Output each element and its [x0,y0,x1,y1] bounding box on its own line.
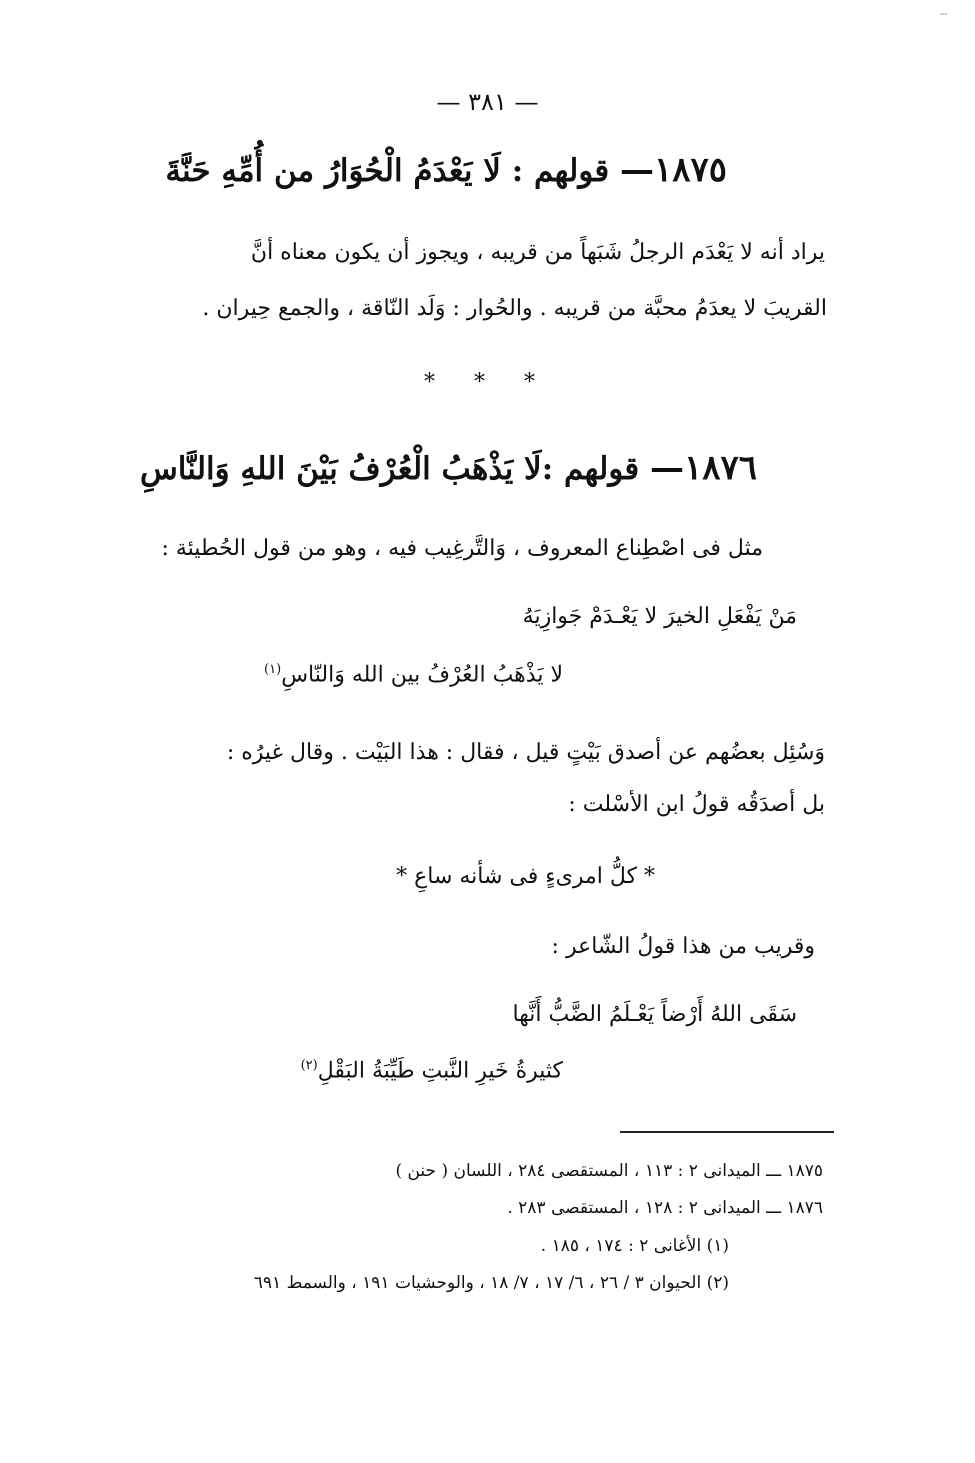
verse-2-first-hemistich: سَقَى اللهُ أَرْضاً يَعْـلَمُ الضَّبُّ أَنَّها [512,1002,797,1027]
entry-1876-heading [140,448,757,488]
entry-1875-title: قولهم : لَا يَعْدَمُ الْحُوَارُ من أُمِّهِ حَنَّةَ [165,153,610,189]
entry-1876-title: قولهم :لَا يَذْهَبُ الْعُرْفُ بَيْنَ اللهِ وَالنَّاسِ [139,451,640,487]
entry-1876-number: ١٨٧٦— [649,448,757,488]
corner-mark: ᵃᵃᵃ [939,12,947,19]
verse-1-second-text: لا يَذْهَبُ العُرْفُ بين الله وَالنّاسِ [281,662,563,688]
footnote-1875: ١٨٧٥ ـــ الميدانى ٢ : ١١٣ ، المستقصى ٢٨٤ ، اللسان ( حنن ) [395,1161,823,1181]
page-number: — ٣٨١ — [436,88,539,116]
entry-1876-para-line-1: وَسُئِل بعضُهم عن أصدق بَيْتٍ قيل ، فقال : هذا البَيْت . وقال غيرُه : [226,740,825,765]
hemistich-quote: * كلُّ امرىءٍ فى شأنه ساعِ * [396,864,655,889]
entry-1876-intro: مثل فى اصْطِناع المعروف ، وَالتَّرغِيب فيه ، وهو من قول الحُطيئة : [161,536,763,561]
verse-2-second-text: كثيرةُ خَيرِ النَّبتِ طَيِّبَةُ البَقْلِ [317,1058,563,1084]
verse-1-first-hemistich: مَنْ يَفْعَلِ الخيرَ لا يَعْـدَمْ جَوازِيَهُ [522,604,797,629]
entry-1876-para-line-2: بل أصدَقُه قولُ ابن الأسْلت : [568,792,825,817]
section-separator: * * * [424,370,551,395]
verse-1-second-hemistich [264,662,563,687]
entry-1875-line-2: القريبَ لا يعدَمُ محبَّة من قريبه . والحُوار : وَلَد النّاقة ، والجمع حِيران . [202,296,827,321]
verse-2-second-hemistich [301,1058,563,1083]
entry-1875-number: ١٨٧٥— [619,150,727,190]
footnote-ref-1: (١) [264,662,282,677]
entry-1875-heading [165,150,727,190]
footnote-note-2: (٢) الحيوان ٣ / ٢٦ ، ٦/ ١٧ ، ٧/ ١٨ ، والوحشيات ١٩١ ، والسمط ٦٩١ [253,1273,729,1293]
footnote-ref-2: (٢) [300,1058,318,1073]
footnote-1876: ١٨٧٦ ـــ الميدانى ٢ : ١٢٨ ، المستقصى ٢٨٣ . [507,1198,823,1218]
entry-1875-line-1: يراد أنه لا يَعْدَم الرجلُ شَبَهاً من قريبه ، ويجوز أن يكون معناه أنَّ [250,240,825,265]
entry-1876-lead: وقريب من هذا قولُ الشّاعر : [551,934,815,959]
footnote-note-1: (١) الأغانى ٢ : ١٧٤ ، ١٨٥ . [540,1236,729,1256]
footnote-rule [620,1131,834,1133]
